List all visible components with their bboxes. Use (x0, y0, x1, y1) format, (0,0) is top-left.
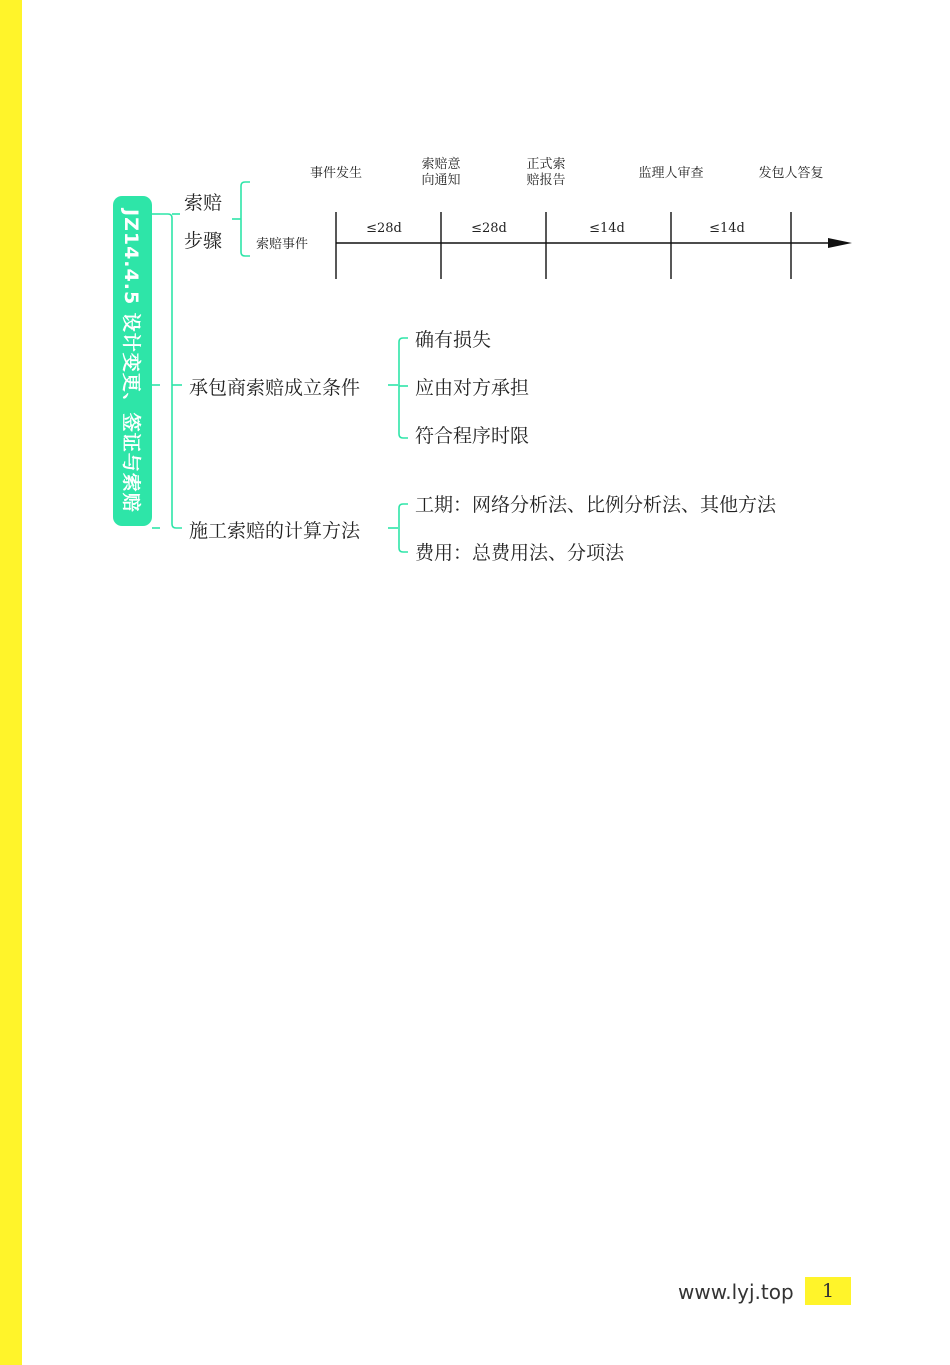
calculation-item-0: 工期：网络分析法、比例分析法、其他方法 (415, 494, 777, 516)
claim-steps-label-2: 步骤 (184, 230, 223, 252)
footer-url[interactable]: www.lyj.top (678, 1280, 794, 1304)
claim-steps-label-1: 索赔 (184, 192, 223, 214)
milestone-3: 监理人审查 (638, 166, 704, 181)
interval-2: ≤14d (589, 221, 625, 236)
condition-item-2: 符合程序时限 (415, 425, 530, 447)
condition-item-1: 应由对方承担 (415, 377, 530, 399)
interval-1: ≤28d (471, 221, 507, 236)
bracket-steps (241, 182, 250, 256)
page-number-box (805, 1277, 851, 1305)
conditions-label: 承包商索赔成立条件 (189, 377, 361, 399)
bracket-conditions (399, 338, 408, 438)
milestone-4: 发包人答复 (758, 166, 824, 181)
spine-level1 (160, 214, 182, 528)
milestone-1: 索赔意 向通知 (421, 157, 461, 188)
milestone-2: 正式索 赔报告 (526, 157, 566, 188)
root-node (113, 196, 152, 526)
milestone-0: 事件发生 (309, 166, 362, 181)
bracket-calculation (399, 504, 408, 552)
interval-3: ≤14d (709, 221, 745, 236)
claim-start-event: 索赔事件 (256, 237, 309, 252)
calculation-label: 施工索赔的计算方法 (189, 520, 361, 542)
interval-0: ≤28d (366, 221, 402, 236)
root-title: JZ14.4.5 设计变更、签证与索赔 (120, 209, 142, 513)
condition-item-0: 确有损失 (415, 329, 492, 351)
page-number: 1 (821, 1280, 835, 1302)
timeline-arrowhead (828, 238, 852, 248)
calculation-item-1: 费用：总费用法、分项法 (415, 542, 625, 564)
